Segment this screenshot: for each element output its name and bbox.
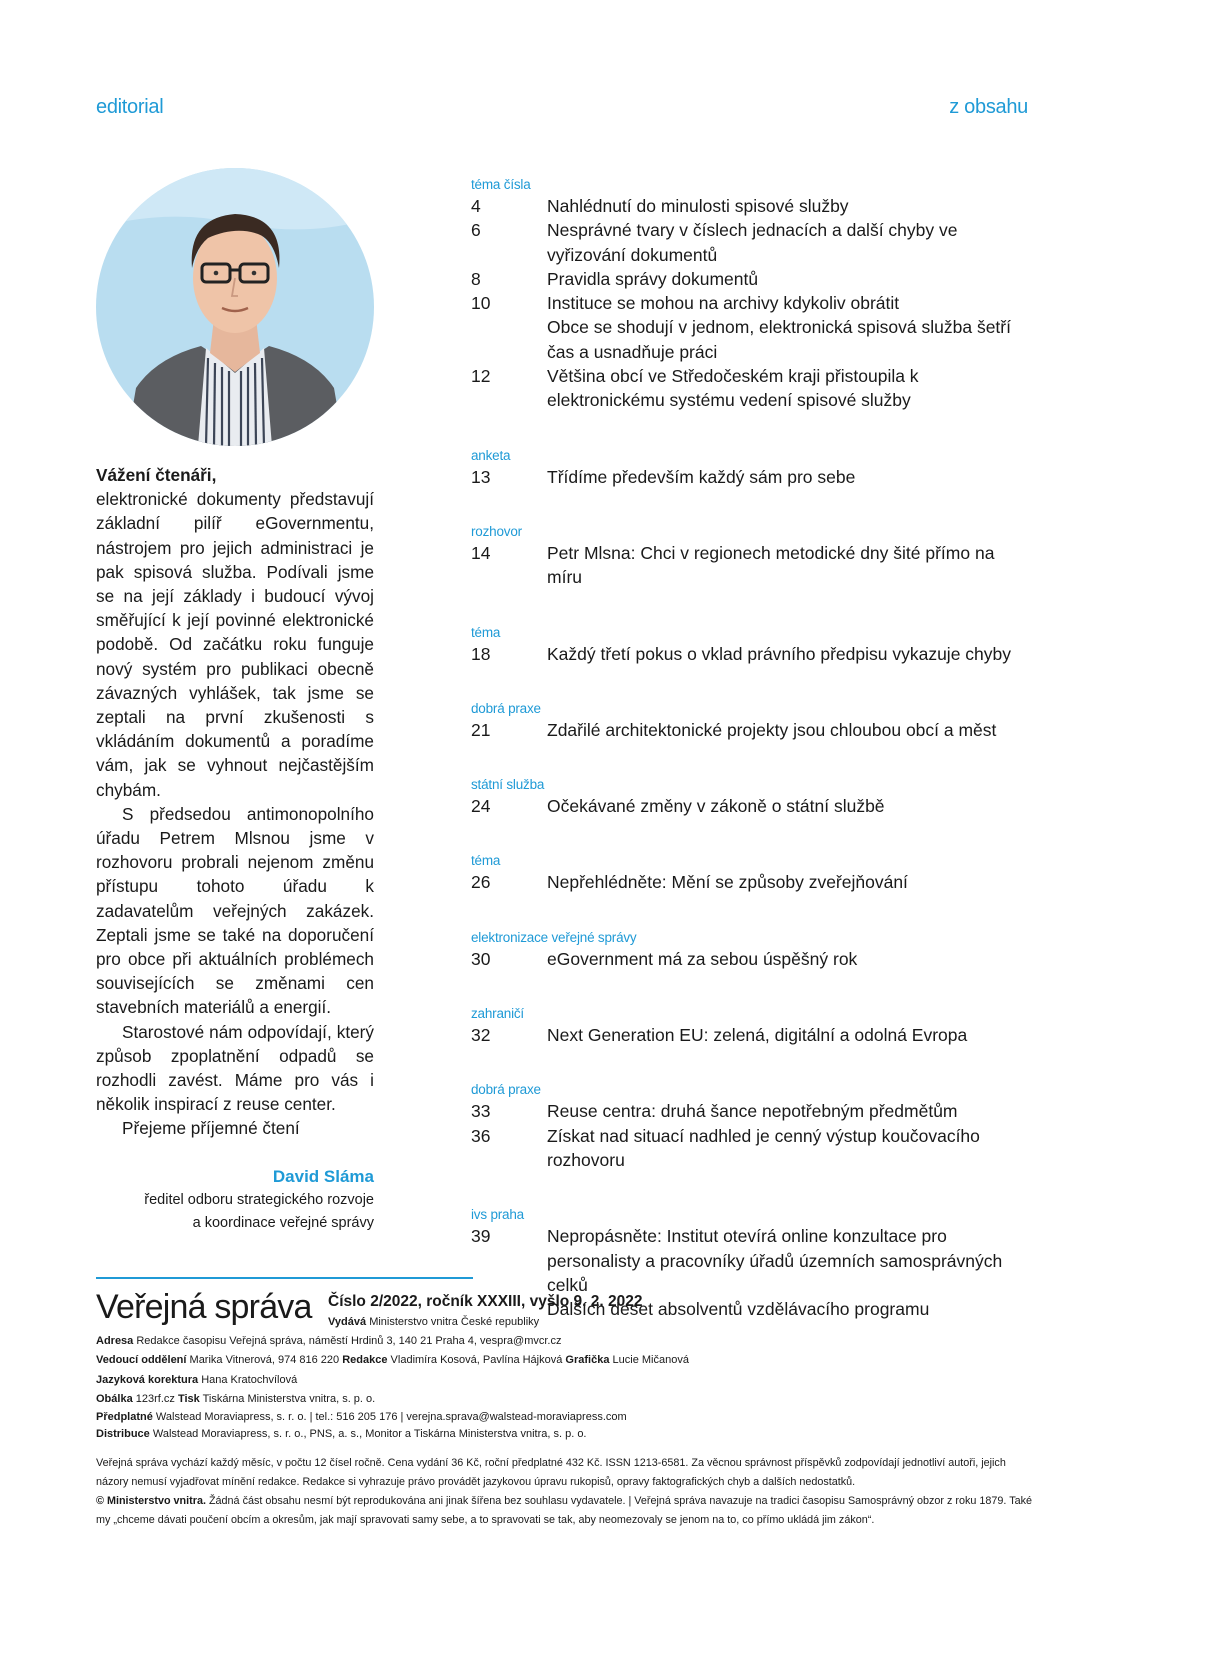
magazine-logo: Veřejná správa <box>96 1288 312 1326</box>
toc-page-number: 4 <box>471 196 481 216</box>
toc-page-number: 10 <box>471 293 491 314</box>
imprint-line <box>96 1372 297 1388</box>
imprint-label: Jazyková korektura <box>96 1374 199 1386</box>
imprint-line <box>96 1352 689 1368</box>
toc-page-number: 12 <box>471 366 491 387</box>
imprint-value: Hana Kratochvílová <box>201 1374 298 1386</box>
toc-entry[interactable] <box>471 267 1031 291</box>
author-role: ředitel odboru strategického rozvoje <box>144 1192 374 1208</box>
toc-section-label: rozhovor <box>471 523 522 539</box>
section-header-editorial: editorial <box>96 96 164 118</box>
author-name: David Sláma <box>272 1167 374 1186</box>
toc-section-label: ivs praha <box>471 1207 524 1223</box>
toc-section-label: anketa <box>471 447 511 463</box>
toc-page-number: 32 <box>471 1025 491 1046</box>
toc-title: Pravidla správy dokumentů <box>547 268 759 289</box>
editorial-greeting: Vážení čtenáři, <box>96 465 217 485</box>
toc-title: Nepropásněte: Institut otevírá online konzultace pro personalisty a pracovníky úřadů územních samosprávných celků <box>547 1226 1003 1295</box>
table-of-contents <box>471 176 1031 1321</box>
toc-entry[interactable] <box>471 1124 1031 1173</box>
toc-section-label: státní služba <box>471 777 545 793</box>
toc-title: Zdařilé architektonické projekty jsou chloubou obcí a měst <box>547 719 997 740</box>
toc-title: Nepřehlédněte: Mění se způsoby zveřejňování <box>547 872 908 893</box>
toc-section-label: dobrá praxe <box>471 700 541 716</box>
toc-page-number: 24 <box>471 796 491 817</box>
author-role: a koordinace veřejné správy <box>192 1215 374 1231</box>
author-portrait <box>96 168 374 446</box>
masthead-divider <box>96 1277 473 1279</box>
toc-title: Instituce se mohou na archivy kdykoliv obrátit <box>547 293 900 314</box>
notice-text: Žádná část obsahu nesmí být reprodukována ani jinak šířena bez souhlasu vydavatele. | Veřejná správa navazuje na tradici časopisu Samosprávný obzor z roku 1879. Také my „chceme dávati poučení obcím a okresům, jak mají spravovati samy sebe, a to spravovati se tak, aby neomezovaly se jenom na to, co přímo ukládá jim zákon“. <box>96 1495 1033 1526</box>
toc-entry[interactable] <box>471 794 1031 818</box>
toc-section-label: téma čísla <box>471 177 531 192</box>
imprint-line <box>96 1391 375 1407</box>
notice-text: Veřejná správa vychází každý měsíc, v počtu 12 čísel ročně. Cena vydání 36 Kč, roční předplatné 432 Kč. ISSN 1213-6581. Za věcnou správnost příspěvků zodpovídají jednotliví autoři, jejich názory nemusí vyjadřovat mínění redakce. Redakce si vyhrazuje právo provádět jazykovou úpravu rukopisů, opravy faktografických chyb a dalších nedostatků. <box>96 1457 1006 1488</box>
toc-page-number: 33 <box>471 1101 491 1122</box>
copyright: © Ministerstvo vnitra. <box>96 1495 206 1507</box>
toc-page-number: 13 <box>471 466 491 487</box>
toc-section-label: téma <box>471 624 501 640</box>
imprint-line <box>96 1426 587 1442</box>
imprint-value: Lucie Mičanová <box>612 1354 689 1366</box>
toc-title: Každý třetí pokus o vklad právního předpisu vykazuje chyby <box>547 643 1011 664</box>
toc-section-label: dobrá praxe <box>471 1082 541 1098</box>
toc-entry[interactable] <box>471 1099 1031 1123</box>
publisher-label: Vydává <box>328 1316 367 1328</box>
toc-entry[interactable] <box>471 291 1031 315</box>
toc-entry[interactable] <box>471 642 1031 666</box>
imprint-label: Obálka <box>96 1393 133 1405</box>
toc-page-number: 6 <box>471 220 481 241</box>
toc-entry[interactable] <box>471 194 1031 218</box>
toc-entry[interactable] <box>471 465 1031 489</box>
toc-page-number: 36 <box>471 1125 491 1146</box>
toc-page-number: 8 <box>471 268 481 289</box>
imprint-value: Tiskárna Ministerstva vnitra, s. p. o. <box>202 1393 376 1405</box>
editorial-text <box>96 463 374 1141</box>
toc-page-number: 14 <box>471 542 491 563</box>
imprint-label: Adresa <box>96 1335 134 1347</box>
imprint-value: Redakce časopisu Veřejná správa, náměstí Hrdinů 3, 140 21 Praha 4, vespra@mvcr.cz <box>136 1335 562 1347</box>
toc-entry[interactable] <box>471 218 1031 267</box>
toc-title: Dalších deset absolventů vzdělávacího programu <box>547 1299 930 1320</box>
toc-entry[interactable] <box>471 947 1031 971</box>
imprint-label: Redakce <box>342 1354 388 1366</box>
toc-page-number: 26 <box>471 872 491 893</box>
toc-entry[interactable] <box>471 1023 1031 1047</box>
imprint-value: 123rf.cz <box>135 1393 175 1405</box>
imprint-label: Tisk <box>177 1393 200 1405</box>
editorial-closing: Přejeme příjemné čtení <box>122 1118 300 1139</box>
imprint-label: Distribuce <box>96 1428 150 1440</box>
issue-info: Číslo 2/2022, ročník XXXIII, vyšlo 9. 2. 2022 <box>328 1293 643 1310</box>
editorial-paragraph: Starostové nám odpovídají, který způsob zpoplatnění odpadů se rozhodli zavést. Máme pro vás i několik inspirací z reuse center. <box>96 1021 374 1115</box>
publisher-name: Ministerstvo vnitra České republiky <box>369 1316 540 1328</box>
toc-entry[interactable] <box>471 870 1031 894</box>
editorial-paragraph: elektronické dokumenty představují základní pilíř eGovernmentu, nástrojem pro jejich administraci je pak spisová služba. Podívali jsme se na její základy i budoucí vývoj směřující k její povinné elektronické podobě. Od začátku roku funguje nový systém pro publikaci obecně závazných vyhlášek, tak jsme se zeptali na první zkušenosti s vkládáním dokumentů a poradíme vám, jak se vyhnout nejčastějším chybám. <box>96 489 374 800</box>
imprint-label: Vedoucí oddělení <box>96 1354 187 1366</box>
editorial-paragraph: S předsedou antimonopolního úřadu Petrem Mlsnou jsme v rozhovoru probrali nejenom změnu přístupu tohoto úřadu k zadavatelům veřejných zakázek. Zeptali jsme se také na doporučení pro obce při aktuálních problémech souvisejících se změnami cen stavebních materiálů a energií. <box>96 803 374 1018</box>
toc-page-number: 18 <box>471 643 491 664</box>
imprint-line <box>96 1409 627 1425</box>
toc-title: Obce se shodují v jednom, elektronická spisová služba šetří čas a usnadňuje práci <box>547 317 1011 362</box>
toc-section-label: téma <box>471 853 501 869</box>
toc-title: Next Generation EU: zelená, digitální a odolná Evropa <box>547 1025 968 1046</box>
toc-title: Reuse centra: druhá šance nepotřebným předmětům <box>547 1101 958 1122</box>
toc-page-number <box>471 315 547 364</box>
toc-page-number: 30 <box>471 948 491 969</box>
toc-entry[interactable] <box>471 541 1031 590</box>
toc-title: Nahlédnutí do minulosti spisové služby <box>547 196 849 216</box>
imprint-value: Vladimíra Kosová, Pavlína Hájková <box>390 1354 563 1366</box>
toc-page-number: 39 <box>471 1226 491 1247</box>
imprint-label: Předplatné <box>96 1411 153 1423</box>
imprint-value: Marika Vitnerová, 974 816 220 <box>189 1354 340 1366</box>
toc-entry[interactable] <box>471 364 1031 413</box>
toc-title: Většina obcí ve Středočeském kraji přistoupila k elektronickému systému vedení spisové služby <box>547 366 919 411</box>
imprint-value: Walstead Moraviapress, s. r. o., PNS, a. s., Monitor a Tiskárna Ministerstva vnitra, s. p. o. <box>152 1428 587 1440</box>
toc-title: eGovernment má za sebou úspěšný rok <box>547 948 858 969</box>
section-header-contents: z obsahu <box>949 96 1028 118</box>
imprint-label: Grafička <box>565 1354 610 1366</box>
imprint-value: Walstead Moraviapress, s. r. o. | tel.: 516 205 176 | verejna.sprava@walstead-moraviapress.com <box>155 1411 627 1423</box>
publisher-line <box>328 1316 539 1328</box>
toc-title: Očekávané změny v zákoně o státní službě <box>547 796 885 817</box>
toc-title: Třídíme především každý sám pro sebe <box>547 466 856 487</box>
toc-title: Nesprávné tvary v číslech jednacích a další chyby ve vyřizování dokumentů <box>547 220 958 265</box>
toc-entry[interactable] <box>471 1224 1031 1297</box>
editorial-signature <box>96 1165 374 1235</box>
toc-entry[interactable] <box>471 315 1031 364</box>
toc-section-label: zahraničí <box>471 1006 524 1022</box>
toc-page-number: 21 <box>471 719 491 740</box>
legal-notice <box>96 1454 1036 1530</box>
imprint-line <box>96 1333 561 1349</box>
toc-entry[interactable] <box>471 718 1031 742</box>
toc-title: Petr Mlsna: Chci v regionech metodické dny šité přímo na míru <box>547 542 995 588</box>
toc-section-label: elektronizace veřejné správy <box>471 929 637 945</box>
toc-title: Získat nad situací nadhled je cenný výstup koučovacího rozhovoru <box>547 1125 980 1170</box>
